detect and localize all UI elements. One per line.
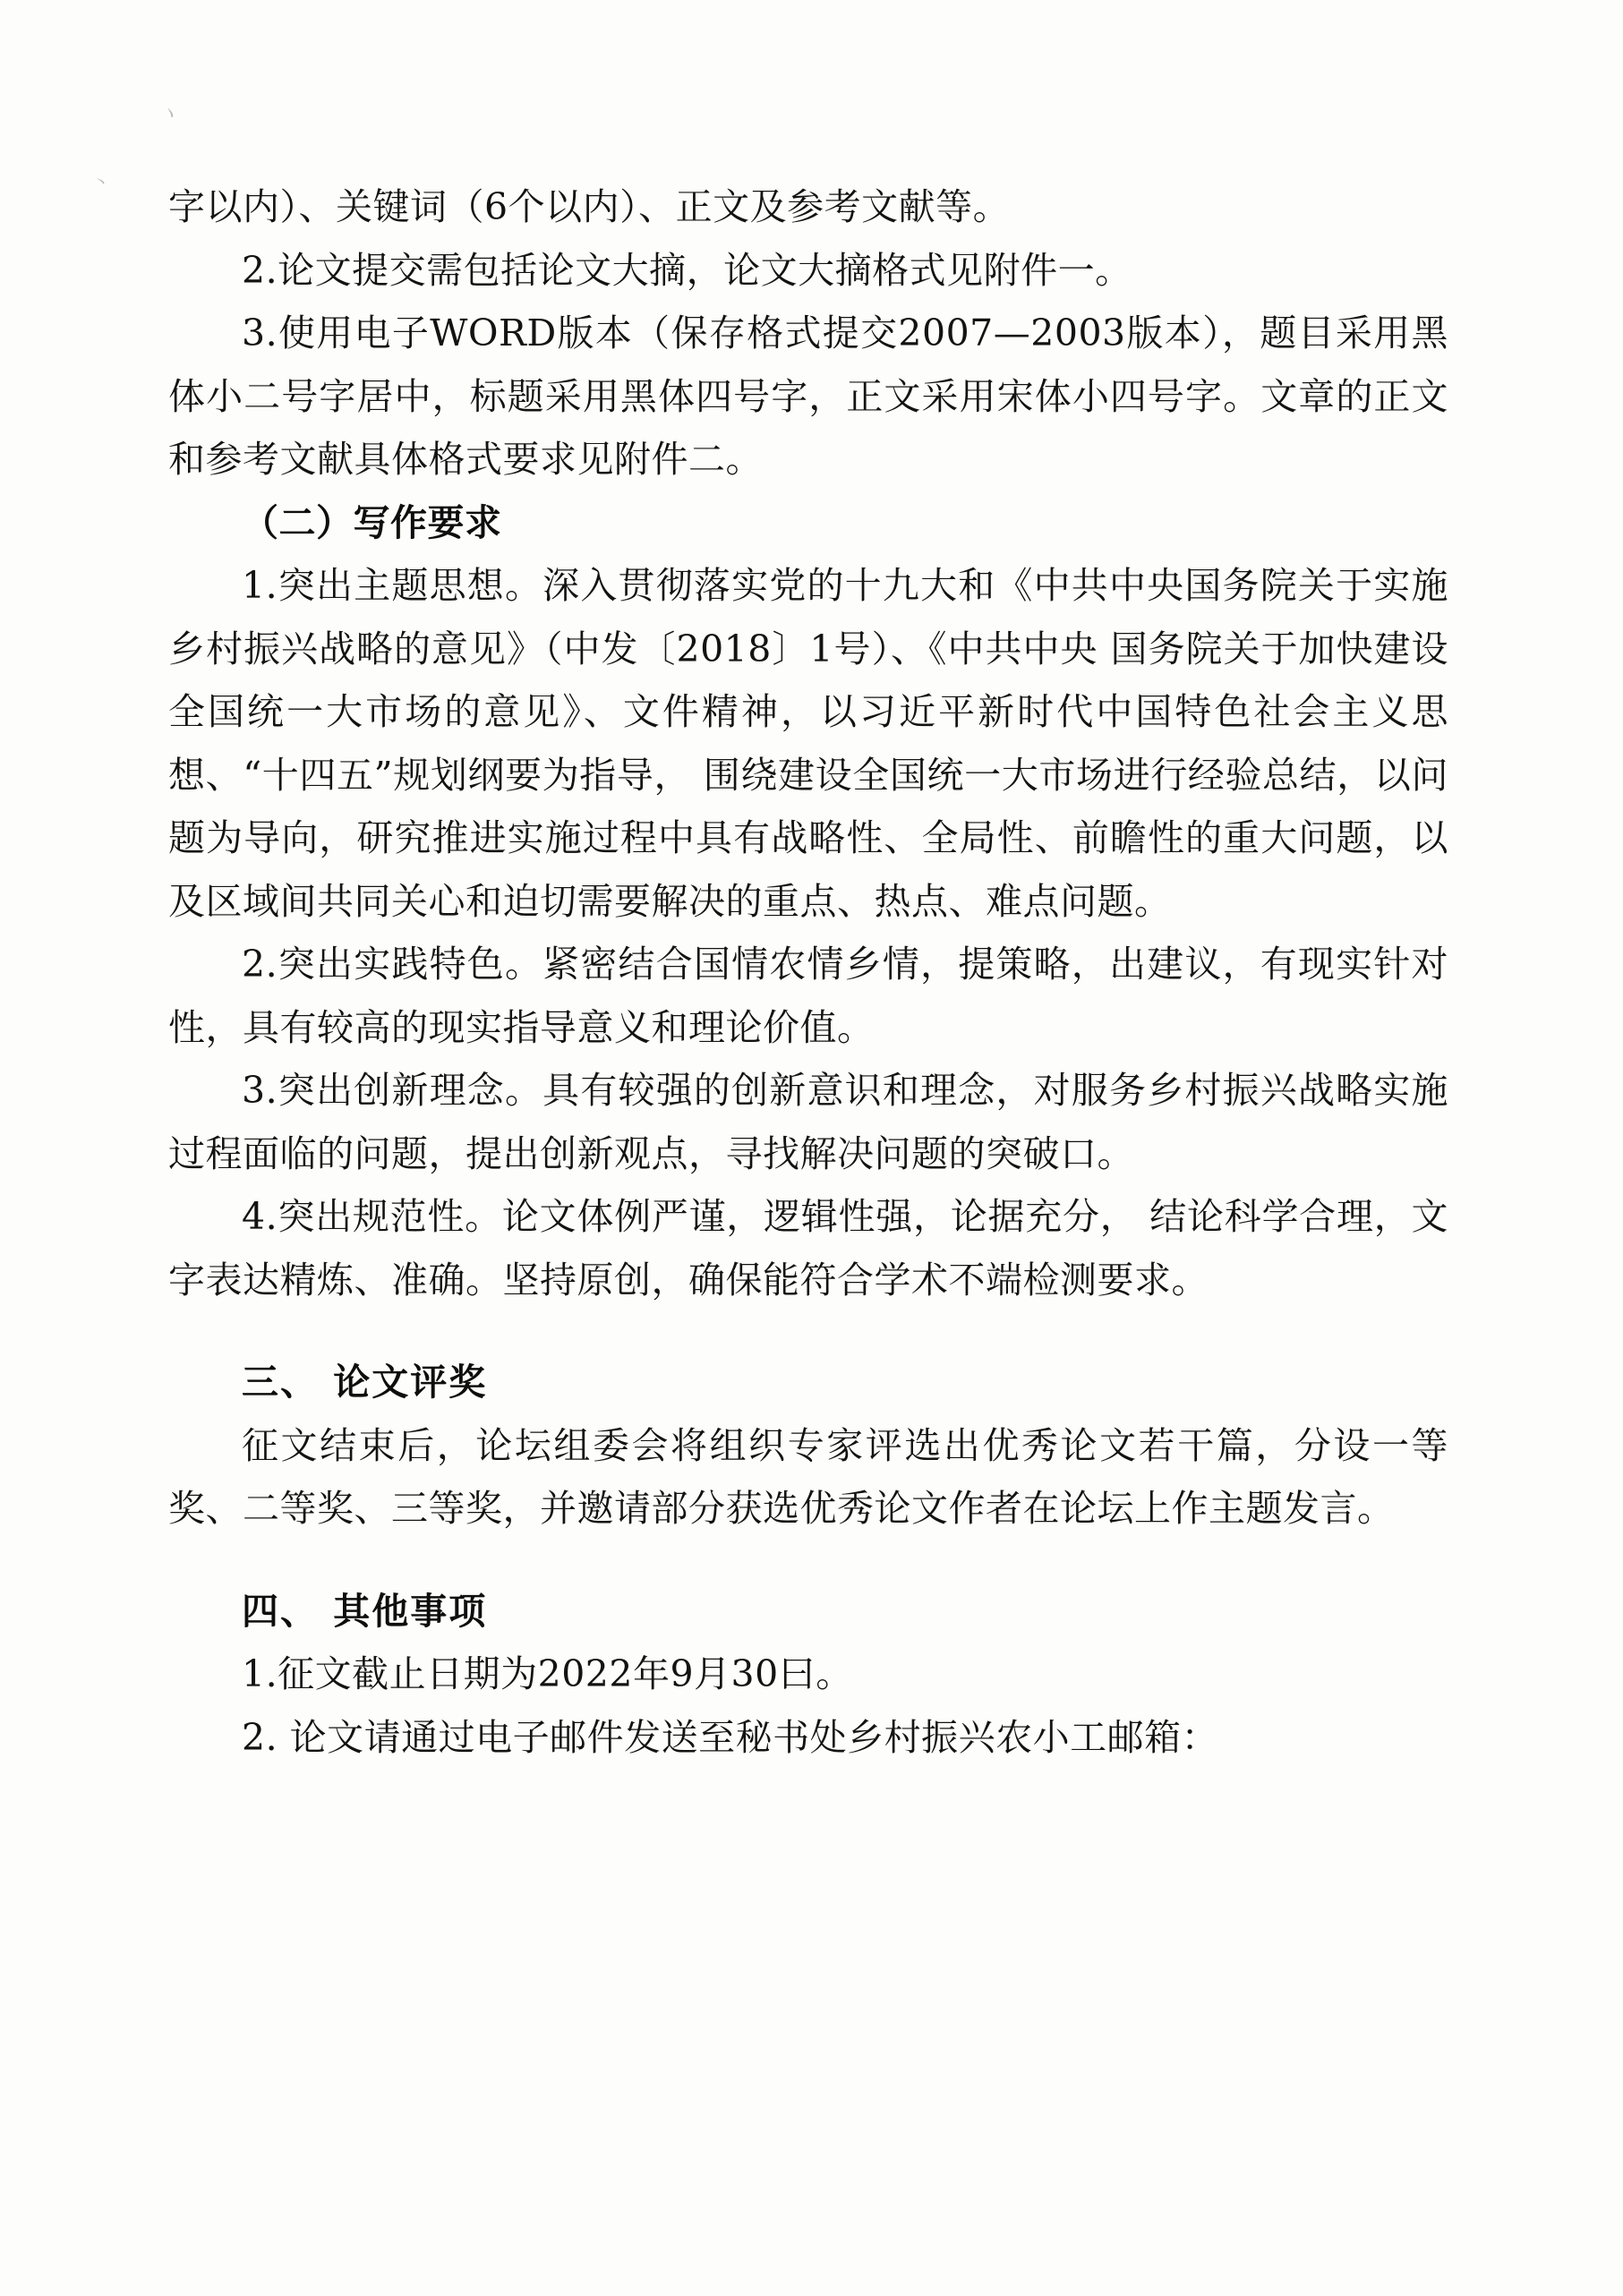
- item-2-practice: 2.突出实践特色。紧密结合国情农情乡情，提策略，出建议，有现实针对性，具有较高的现实指导意义和理论价值。: [168, 943, 1448, 1049]
- item-3-innovation: 3.突出创新理念。具有较强的创新意识和理念，对服务乡村振兴战略实施过程面临的问题，提出创新观点，寻找解决问题的突破口。: [168, 1069, 1448, 1175]
- item-2-abstract: 2.论文提交需包括论文大摘，论文大摘格式见附件一。: [242, 248, 1132, 292]
- scan-speckle-icon: 丶: [156, 101, 183, 129]
- item-1-theme: 1.突出主题思想。深入贯彻落实党的十九大和《中共中央国务院关于实施乡村振兴战略的意见》（中发〔2018〕1号）、《中共中央 国务院关于加快建设全国统一大市场的意见》、文件精神，以习近平新时代中国特色社会主义思想、“十四五”规划纲要为指导， 围绕建设全国统一大市场进行经验总结，以问题为导向，研究推进实施过程中具有战略性、全局性、前瞻性的重大问题，以及区域间共同关心和迫切需要解决的重点、热点、难点问题。: [168, 564, 1448, 923]
- item-3-word-format: 3.使用电子WORD版本（保存格式提交2007—2003版本），题目采用黑体小二号字居中，标题采用黑体四号字，正文采用宋体小四号字。文章的正文和参考文献具体格式要求见附件二。: [168, 312, 1448, 482]
- section-four-heading: 四、 其他事项: [242, 1589, 488, 1633]
- scan-speckle-icon: 丶: [91, 172, 111, 194]
- item-4-standardization: 4.突出规范性。论文体例严谨，逻辑性强，论据充分， 结论科学合理，文字表达精炼、准确。坚持原创，确保能符合学术不端检测要求。: [168, 1195, 1448, 1302]
- subheading-writing-requirements: （二）写作要求: [242, 500, 502, 544]
- item-2-email: 2. 论文请通过电子邮件发送至秘书处乡村振兴农小工邮箱：: [242, 1715, 1219, 1759]
- section-three-heading: 三、 论文评奖: [242, 1361, 488, 1404]
- spacer-before-section-four: [168, 1541, 1448, 1580]
- section-three-body: 征文结束后，论坛组委会将组织专家评选出优秀论文若干篇，分设一等奖、二等奖、三等奖，并邀请部分获选优秀论文作者在论坛上作主题发言。: [168, 1423, 1448, 1531]
- spacer-before-section-three: [168, 1311, 1448, 1351]
- document-body: [168, 175, 1448, 1769]
- item-1-deadline: 1.征文截止日期为2022年9月30曰。: [242, 1652, 853, 1696]
- line-continuation-keywords: 字以内）、关键词（6个以内）、正文及参考文献等。: [168, 185, 1011, 228]
